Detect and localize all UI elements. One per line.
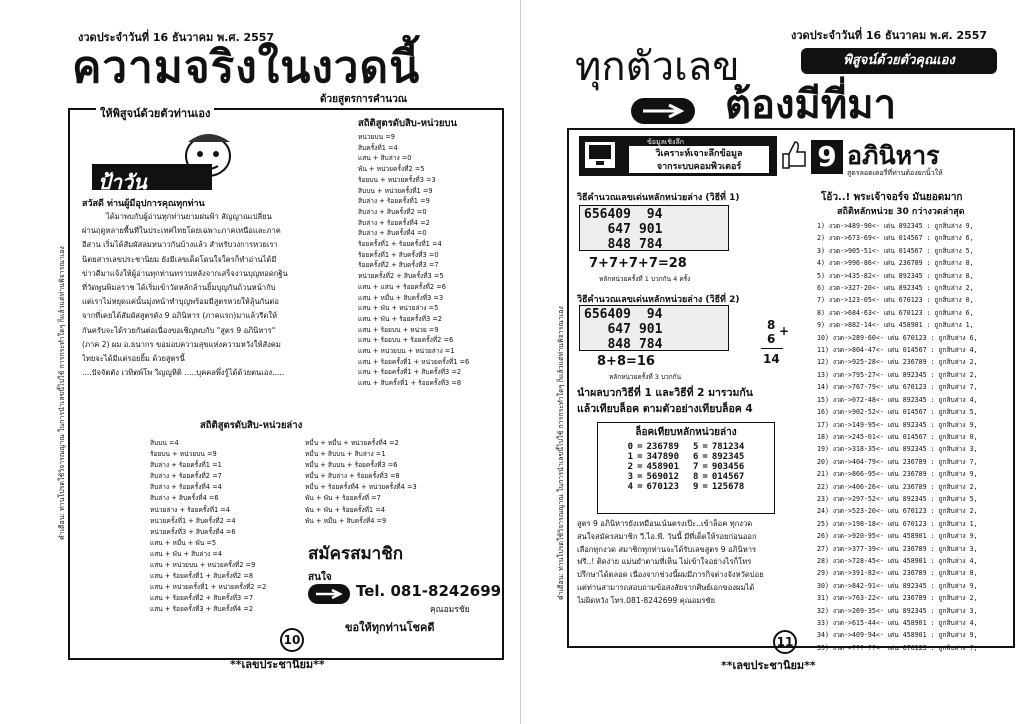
history-item: 30) งวด->842-91<- เด่น 892345 : ถูกสิบล่าง 9, <box>817 581 978 590</box>
history-item: 2) งวด->673-69<- เด่น 014567 : ถูกสิบล่าง 6, <box>817 234 974 243</box>
history-item: 9) งวด->882-14<- เด่น 458901 : ถูกสิบล่าง 1, <box>817 321 974 330</box>
method1-sum: 7+7+7+7=28 <box>589 256 687 271</box>
body-line: ....ปัจจัตตัง เวทิตพ์โพ วิญญูหิติ .....บุคคลพึ่งรู้ได้ด้วยตนเอง..... <box>82 368 285 378</box>
combine-line1: นำผลบวกวิธีที่ 1 และวิธีที่ 2 มารวมกัน <box>577 387 753 399</box>
member-tel: Tel. 081-8242699 <box>356 582 502 600</box>
stats-top-item: แสน + สิบล่าง =0 <box>358 154 412 163</box>
history-item: 11) งวด->804-47<- เด่น 014567 : ถูกสิบล่าง 4, <box>817 346 978 355</box>
history-item: 14) งวด->767-79<- เด่น 670123 : ถูกสิบล่าง 7, <box>817 383 978 392</box>
stats-bottom-title: สถิติสูตรดับสิบ-หน่วยล่าง <box>200 420 303 431</box>
calc-result: 14 <box>763 352 780 366</box>
m1-cell: 901 <box>638 222 663 237</box>
m2-cell: 901 <box>638 322 663 337</box>
side-note: คำเตือน: ท่านโปรดใช้วิจารณญาณ ในการนำเลขนี้ไปใช้ การกระทำใดๆ ก็แล้วแต่ท่านพิจารณาเอง <box>557 306 565 600</box>
wow-text: โอ้ว..! พระเจ้าจอร์จ มันยอดมาก <box>821 192 963 203</box>
body-line: แต่เราไม่หยุดแค่นั้นมุ่งหน้าทำบุญพร้อมมีสูตรหวยให้ลุ้นกันต่อ <box>82 297 279 307</box>
stats-top-item: แสน + หน่วยบน + หน่วยล่าง =1 <box>358 347 455 356</box>
body-line: ไทยจะได้มีแต่รอยยิ้ม ด้วยสูตรนี้ <box>82 354 185 364</box>
stats-top-item: สิบล่าง + ร้อยครั้งที่1 =9 <box>358 197 430 206</box>
stat-title: สถิติหลักหน่วย 30 กว่างวดล่าสุด <box>837 207 965 217</box>
promo-line: สูตร 9 อภินิหารยังเหมือนเน้นตรงเป๊ะ..เข้าล็อค ทุกงวด <box>577 519 753 528</box>
footer-label: **เลขประชานิยม** <box>230 658 325 671</box>
stats-bottom-item: หมื่น + สิบล่าง + ร้อยครั้งที่3 =8 <box>305 472 400 481</box>
body-line: ข่าวดีมาแจ้งให้ผู้อ่านทุกท่านทราบหลังจากเสร็จงานบุญทอดกฐิน <box>82 268 288 278</box>
stats-top-item: แสน + หมื่น + สิบครั้งที่3 =3 <box>358 293 444 302</box>
right-date: งวดประจำวันที่ 16 ธันวาคม พ.ศ. 2557 <box>791 29 988 42</box>
lock-val: 670123 <box>646 482 679 492</box>
m2-cell: 784 <box>638 337 663 352</box>
lock-grid: 0 = 236789 5 = 781234 1 = 347890 6 = 892345 2 = 458901 7 = 903456 3 = 569012 8 = 014567 4 = 670123 9 = 125678 <box>627 442 745 492</box>
badge-line3: จากระบบคอมพิวเตอร์ <box>629 159 769 173</box>
history-item: 20) งวด->404-79<- เด่น 236789 : ถูกสิบล่าง 7, <box>817 457 978 466</box>
stats-top-item: หน่วยครั้งที่2 + สิบครั้งที่3 =5 <box>358 272 444 281</box>
lock-key: 3 <box>627 472 634 482</box>
history-item: 35) งวด->???-??<- เด่น 670123 : ถูกสิบล่าง ?, <box>817 643 978 652</box>
history-item: 31) งวด->763-22<- เด่น 236789 : ถูกสิบล่าง 2, <box>817 594 978 603</box>
pointing-hand-icon <box>631 98 695 124</box>
history-item: 25) งวด->198-18<- เด่น 670123 : ถูกสิบล่าง 1, <box>817 519 978 528</box>
history-item: 13) งวด->795-27<- เด่น 892345 : ถูกสิบล่าง 2, <box>817 370 978 379</box>
history-item: 34) งวด->409-94<- เด่น 458901 : ถูกสิบล่าง 9, <box>817 631 978 640</box>
history-item: 19) งวด->318-35<- เด่น 892345 : ถูกสิบล่าง 3, <box>817 445 978 454</box>
stats-bottom-col2 <box>305 438 495 527</box>
stats-bottom-item: สิบล่าง + ร้อยครั้งที่2 =7 <box>150 472 222 481</box>
stats-bottom-item: สิบล่าง + ร้อยครั้งที่4 =4 <box>150 483 222 492</box>
history-item: 10) งวด->289-60<- เด่น 670123 : ถูกสิบล่าง 6, <box>817 333 978 342</box>
promo-line: เลือกทุกงวด สมาชิกทุกท่านจะได้รับเลขสูตร 9 อภินิหาร <box>577 544 757 554</box>
stats-top-item: ร้อยบน + หน่วยครั้งที่3 =3 <box>358 175 436 184</box>
badge-line2: วิเคราะห์เจาะลึกข้อมูล <box>629 146 769 160</box>
calc-line <box>761 348 783 349</box>
stats-bottom-item: หน่วยครั้งที่3 + สิบครั้งที่4 =6 <box>150 527 236 536</box>
stats-top-title: สถิติสูตรดับสิบ-หน่วยบน <box>358 118 457 129</box>
contact-name: คุณอมรชัย <box>430 605 470 615</box>
stats-top-item: สิบล่าง + สิบครั้งที่4 =0 <box>358 229 427 238</box>
member-title: สมัครสมาชิก <box>308 544 404 564</box>
stats-top-item: สิบล่าง + ร้อยครั้งที่4 =2 <box>358 218 430 227</box>
lock-title: ล็อคเทียบหลักหน่วยล่าง <box>635 427 737 438</box>
history-item: 24) งวด->523-20<- เด่น 670123 : ถูกสิบล่าง 2, <box>817 507 978 516</box>
m2-cell: 647 <box>607 322 631 337</box>
stats-bottom-item: แสน + หน่วยครั้งที่1 + หน่วยครั้งที่2 =2 <box>150 583 267 592</box>
promo-line: ไม่ผิดหวัง โทร.081-8242699 คุณอมรชัย <box>577 595 716 605</box>
stats-bottom-item: แสน + พัน + สิบล่าง =4 <box>150 549 223 558</box>
method1-box <box>579 205 729 251</box>
lock-val: 014567 <box>711 472 745 482</box>
history-item: 26) งวด->920-95<- เด่น 458901 : ถูกสิบล่าง 9, <box>817 532 978 541</box>
stats-bottom-item: พัน + พัน + ร้อยครั้งที่1 =4 <box>305 505 386 514</box>
lock-key: 8 <box>693 472 699 482</box>
brand-name: อภินิหาร <box>847 141 940 170</box>
lock-key: 7 <box>693 462 699 472</box>
stats-top-item: พัน + หน่วยครั้งที่2 =5 <box>358 165 425 174</box>
m1-cell: 647 <box>607 222 631 237</box>
body-line: ที่วัดพูนพิมลราช ได้เริ่มเข้าวัดหลักล้านยิ้มบุญกันถ้วนหน้ากับ <box>82 283 276 293</box>
body-line: นิตยสารเลขประชานิยม ยังมีเลขเด็ดโดนใจใครก็ทำอ่านได้มี <box>82 254 277 264</box>
logo <box>88 128 248 192</box>
left-headline: ความจริงในงวดนี้ <box>72 42 421 93</box>
stats-top-item: แสน + พัน + ร้อยครั้งที่3 =2 <box>358 314 442 323</box>
lock-val: 569012 <box>646 472 679 482</box>
history-item: 12) งวด->925-28<- เด่น 236789 : ถูกสิบล่าง 2, <box>817 358 978 367</box>
stats-top-item: แสน + พัน + หน่วยล่าง =5 <box>358 304 439 313</box>
stats-bottom-col1 <box>150 438 300 616</box>
body-line: ผ่านฤดูหลายพื้นที่ในประเทศไทยโดยเฉพาะภาคเหนือและภาค <box>82 226 281 236</box>
m2-cell: 848 <box>607 337 631 352</box>
history-item: 29) งวด->391-82<- เด่น 236789 : ถูกสิบล่าง 8, <box>817 569 978 578</box>
promo-line: ปรึกษาได้ตลอด เนื่องจากช่วงนี้ผมมีภารกิจต่างจังหวัดบ่อย <box>577 570 764 580</box>
lock-val: 781234 <box>711 442 745 452</box>
stats-bottom-item: แสน + หมื่น + พัน =5 <box>150 538 217 547</box>
body-text <box>82 210 350 380</box>
stats-top-item: แสน + ร้อยครั้งที่1 + สิบครั้งที่3 =2 <box>358 368 462 377</box>
right-headline1: ทุกตัวเลข <box>575 44 740 90</box>
banner: พิสูจน์ด้วยตัวคุณเอง <box>801 48 997 74</box>
history-item: 28) งวด->728-45<- เด่น 458901 : ถูกสิบล่าง 4, <box>817 556 978 565</box>
history-item: 23) งวด->297-52<- เด่น 892345 : ถูกสิบล่าง 5, <box>817 494 978 503</box>
brand-tagline: สูตรลอตเตอรี่ที่ท่านต้องยกนิ้วให้ <box>847 169 943 177</box>
stats-top-item: แสน + สิบครั้งที่1 + ร้อยครั้งที่3 =8 <box>358 379 462 388</box>
stats-top-item: ร้อยครั้งที่1 + ร้อยครั้งที่1 =4 <box>358 240 442 249</box>
lock-val: 347890 <box>646 452 679 462</box>
prove-label: ให้พิสูจน์ด้วยตัวท่านเอง <box>96 104 214 122</box>
stats-top-item: สิบครั้งที่1 =4 <box>358 143 398 152</box>
stats-bottom-item: หน่วยครั้งที่1 + สิบครั้งที่2 =4 <box>150 516 236 525</box>
stats-top-list <box>358 132 502 389</box>
body-line: ได้มาพบกับผู้อ่านทุกท่านยามฝนฟ้า สัญญาณเปลี่ยน <box>106 212 272 221</box>
m2-cell: 656409 <box>584 307 631 322</box>
body-line: จากที่เคยได้สัมผัสสูตรดัง 9 อภินิหาร (ภาคแรก)มาแล้วรีดให้ <box>82 311 278 321</box>
stats-top-item: หน่วยบน =9 <box>358 133 395 141</box>
m1-cell: 94 <box>646 207 663 222</box>
calc-mid: 6 <box>767 332 776 346</box>
stats-bottom-item: หมื่น + หมื่น + หน่วยครั้งที่4 =2 <box>305 439 399 447</box>
promo-text <box>577 518 813 608</box>
stats-bottom-item: หมื่น + สิบบน + สิบล่าง =1 <box>305 450 386 459</box>
history-item: 18) งวด->245-01<- เด่น 014567 : ถูกสิบล่าง 0, <box>817 432 978 441</box>
page-number: 10 <box>280 628 304 652</box>
history-item: 27) งวด->377-39<- เด่น 236789 : ถูกสิบล่าง 3, <box>817 544 978 553</box>
lock-key: 2 <box>627 462 634 472</box>
promo-line: สนใจสมัครสมาชิก วี.ไอ.พี. วันนี้ มีที่เด็ดให้รอยก่อนออก <box>577 531 757 541</box>
body-line: อีสาน เริ่มได้สัมผัสลมหนาวกันบ้างแล้ว สำหรับวงการหวยเรา <box>82 240 278 250</box>
right-page <box>520 0 1024 724</box>
stats-bottom-item: หมื่น + สิบบน + ร้อยครั้งที่3 =6 <box>305 461 398 470</box>
body-line: (ภาค 2) ผม อ.ธนากร ขอมอบความสุขแห่งความหวังให้สังคม <box>82 339 281 349</box>
history-item: 17) งวด->149-95<- เด่น 892345 : ถูกสิบล่าง 9, <box>817 420 978 429</box>
stats-bottom-item: สิบบน =4 <box>150 439 179 447</box>
member-sub: สนใจ <box>308 572 332 583</box>
left-date: งวดประจำวันที่ 16 ธันวาคม พ.ศ. 2557 <box>78 31 275 44</box>
calc-top: 8 <box>767 318 776 332</box>
m1-cell: 848 <box>607 237 631 252</box>
footer-label: **เลขประชานิยม** <box>721 659 816 672</box>
history-list <box>817 220 1011 654</box>
history-item: 21) งวด->866-95<- เด่น 236789 : ถูกสิบล่าง 9, <box>817 470 978 479</box>
lock-key: 0 <box>627 442 634 452</box>
stats-bottom-item: สิบล่าง + ร้อยครั้งที่1 =1 <box>150 461 222 470</box>
brand-nine: 9 <box>811 140 843 174</box>
method2-box <box>579 305 729 351</box>
lock-key: 4 <box>627 482 634 492</box>
lock-val: 125678 <box>711 482 745 492</box>
calc-plus: + <box>779 324 790 338</box>
lock-val: 892345 <box>711 452 745 462</box>
promo-line: แต่ท่านสามารถสอบถามข้อสงสัยจากศิษย์เอกของผมได้ <box>577 582 755 592</box>
stats-top-item: แสน + ร้อยบน + ร้อยครั้งที่2 =6 <box>358 336 454 345</box>
stats-bottom-item: แสน + ร้อยครั้งที่1 + สิบครั้งที่2 =8 <box>150 572 254 581</box>
history-item: 6) งวด->327-20<- เด่น 892345 : ถูกสิบล่าง 2, <box>817 284 974 293</box>
stats-top-item: แสน + แสน + ร้อยครั้งที่2 =6 <box>358 282 446 291</box>
stats-top-item: แสน + ร้อยครั้งที่1 + หน่วยครั้งที่1 =6 <box>358 357 470 366</box>
system-badge <box>579 136 777 176</box>
lock-table <box>597 422 775 514</box>
stats-bottom-item: ร้อยบน + หน่วยบน =9 <box>150 450 217 459</box>
stats-bottom-item: แสน + หน่วยบน + หน่วยครั้งที่2 =9 <box>150 561 256 570</box>
history-item: 8) งวด->684-63<- เด่น 670123 : ถูกสิบล่าง 6, <box>817 308 974 317</box>
stats-bottom-item: พัน + หมื่น + สิบครั้งที่4 =9 <box>305 516 387 525</box>
history-item: 4) งวด->996-86<- เด่น 236789 : ถูกสิบล่าง 8, <box>817 259 974 268</box>
lock-key: 9 <box>693 482 699 492</box>
pointing-hand-icon <box>308 584 350 604</box>
method2-note: หลักหน่วยครั้งที่ 3 บวกกัน <box>609 373 682 381</box>
history-item: 1) งวด->489-90<- เด่น 892345 : ถูกสิบล่าง 9, <box>817 222 974 230</box>
stats-bottom-item: พัน + พัน + ร้อยครั้งที่ =7 <box>305 494 381 503</box>
lock-key: 1 <box>627 452 634 462</box>
m1-cell: 784 <box>638 237 663 252</box>
stats-top-item: ร้อยครั้งที่1 + สิบครั้งที่3 =0 <box>358 250 439 259</box>
lock-key: 6 <box>693 452 699 462</box>
combine-line2: แล้วเทียบล็อค ตามตัวอย่างเทียบล็อค 4 <box>577 403 753 415</box>
body-line: กันครับจะได้รวยกันต่อเนื่องขอเชิญพบกับ "สูตร 9 อภินิหาร" <box>82 325 276 335</box>
thumbs-up-icon <box>779 140 807 170</box>
m2-cell: 94 <box>646 307 663 322</box>
page-number: 11 <box>773 630 797 654</box>
history-item: 15) งวด->072-48<- เด่น 892345 : ถูกสิบล่าง 4, <box>817 395 978 404</box>
history-item: 3) งวด->905-51<- เด่น 014567 : ถูกสิบล่าง 5, <box>817 246 974 255</box>
stats-bottom-item: แสน + ร้อยครั้งที่2 + สิบครั้งที่3 =7 <box>150 594 254 603</box>
badge-line1: ข้อมูลเชิงลึก <box>647 138 684 146</box>
computer-icon <box>585 142 615 168</box>
stats-bottom-item: หมื่น + ร้อยครั้งที่4 + หน่วยครั้งที่4 =3 <box>305 483 417 492</box>
history-item: 7) งวด->123-05<- เด่น 670123 : ถูกสิบล่าง 0, <box>817 296 974 305</box>
history-item: 33) งวด->615-44<- เด่น 458901 : ถูกสิบล่าง 4, <box>817 619 978 627</box>
lock-val: 903456 <box>711 462 745 472</box>
history-item: 16) งวด->902-52<- เด่น 014567 : ถูกสิบล่าง 5, <box>817 408 978 417</box>
history-item: 22) งวด->406-26<- เด่น 236789 : ถูกสิบล่าง 2, <box>817 482 978 491</box>
stats-bottom-item: หน่วยล่าง + ร้อยครั้งที่1 =4 <box>150 505 230 514</box>
lock-val: 236789 <box>646 442 679 452</box>
stats-bottom-item: แสน + ร้อยครั้งที่3 + สิบครั้งที่4 =2 <box>150 605 254 614</box>
method1-title: วิธีคำนวณเลขเด่นหลักหน่วยล่าง (วิธีที่ 1) <box>577 193 740 203</box>
stats-top-item: สิบล่าง + สิบครั้งที่2 =0 <box>358 207 427 216</box>
left-sub-headline: ด้วยสูตรการคำนวณ <box>320 94 408 105</box>
stats-bottom-item: สิบล่าง + สิบครั้งที่4 =6 <box>150 494 219 503</box>
method2-sum: 8+8=16 <box>597 354 655 369</box>
greeting: สวัสดี ท่านผู้มีอุปการคุณทุกท่าน <box>82 199 205 209</box>
stats-top-item: แสน + ร้อยบน + หน่วย =9 <box>358 325 439 334</box>
lock-key: 5 <box>693 442 699 452</box>
right-headline2: ต้องมีที่มา <box>725 82 897 128</box>
m1-cell: 656409 <box>584 207 631 222</box>
method2-title: วิธีคำนวณเลขเด่นหลักหน่วยล่าง (วิธีที่ 2) <box>577 295 740 305</box>
stats-top-item: สิบบน + หน่วยครั้งที่1 =9 <box>358 186 433 195</box>
history-item: 32) งวด->269-35<- เด่น 892345 : ถูกสิบล่าง 3, <box>817 606 978 615</box>
side-note: คำเตือน: ท่านโปรดใช้วิจารณญาณ ในการนำเลขนี้ไปใช้ การกระทำใดๆ ก็แล้วแต่ท่านพิจารณาเอง <box>58 246 66 540</box>
lock-val: 458901 <box>646 462 679 472</box>
method1-note: หลักหน่วยครั้งที่ 1 บวกกัน 4 ครั้ง <box>599 275 691 283</box>
logo-text: ป้าวัน <box>98 170 147 194</box>
history-item: 5) งวด->435-82<- เด่น 892345 : ถูกสิบล่าง 8, <box>817 271 974 280</box>
promo-line: ฟรี..! ติดง่าย แม่นยำตามที่เห็น ไม่เข้าใจอย่างไรก็โทร <box>577 557 752 567</box>
luck-text: ขอให้ทุกท่านโชคดี <box>345 621 435 634</box>
stats-top-item: ร้อยครั้งที่2 + สิบครั้งที่3 =7 <box>358 261 439 270</box>
